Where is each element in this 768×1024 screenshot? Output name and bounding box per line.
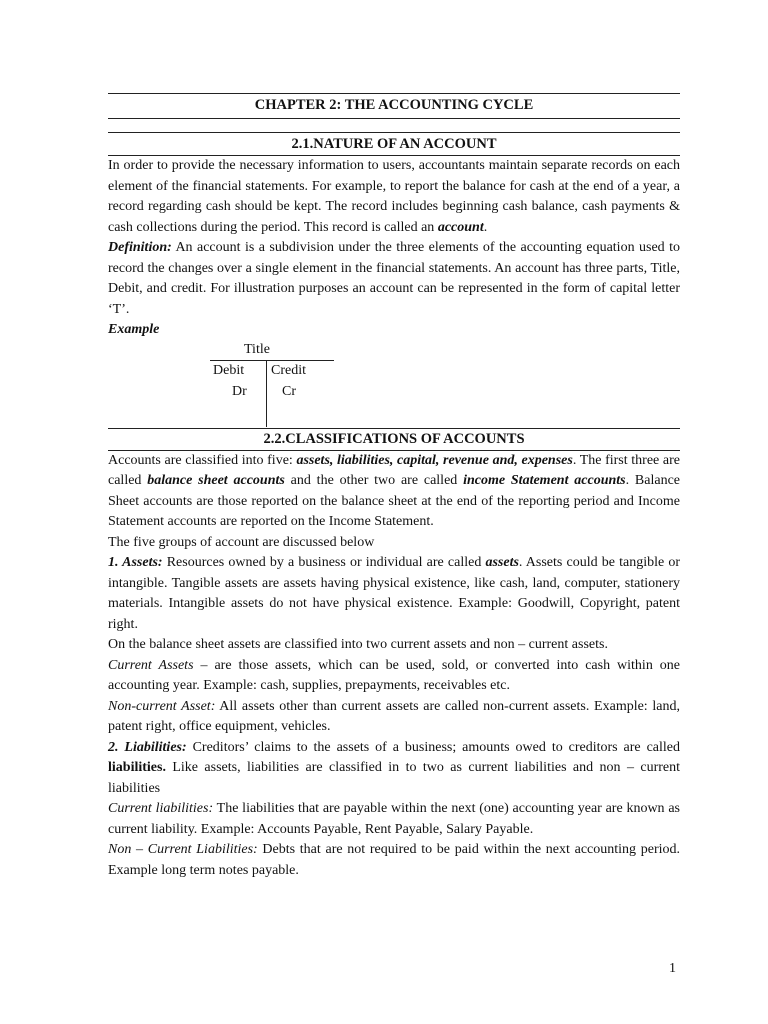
section-heading-classifications: 2.2.CLASSIFICATIONS OF ACCOUNTS: [263, 430, 525, 447]
assets-classified-paragraph: On the balance sheet assets are classified into two current assets and non – current assets.: [108, 637, 608, 652]
section-heading-nature: 2.1.NATURE OF AN ACCOUNT: [291, 136, 497, 152]
divider: [108, 132, 680, 133]
account-term: account: [437, 219, 484, 235]
t-account-horizontal-line: [210, 360, 334, 361]
groups-intro: The five groups of account are discussed below: [108, 534, 375, 550]
t-account-credit: Credit: [271, 362, 306, 378]
document-page: [108, 93, 680, 881]
definition-label: Definition:: [108, 240, 172, 255]
noncurrent-liabilities-label: Non – Current Liabilities:: [108, 842, 258, 857]
current-assets-label: Current Assets: [108, 657, 194, 673]
chapter-title: CHAPTER 2: THE ACCOUNTING CYCLE: [254, 97, 534, 113]
noncurrent-liabilities-paragraph: Non – Current Liabilities: Debts that are not required to be paid within the next accounting period. Example long term notes payable.: [108, 842, 681, 878]
current-liabilities-label: Current liabilities:: [108, 801, 214, 816]
t-account-vertical-line: [266, 360, 267, 427]
t-account-debit: Debit: [213, 362, 245, 378]
t-account-dr: Dr: [232, 383, 247, 399]
liabilities-paragraph: 2. Liabilities: Creditors’ claims to the assets of a business; amounts owed to creditors are called liabilities. Like assets, liabilities are classified in to two as current liabilities and non – current liabilities: [108, 739, 680, 796]
top-rule: [108, 93, 680, 94]
intro-paragraph: In order to provide the necessary information to users, accountants maintain separate records on each element of the financial statements. For example, to report the balance for cash at the end of a year, a record regarding cash should be kept. The record includes beginning cash balance, cash payments & cash collections during the period. This record is called an account. Definition: An account is a subdivision under the three elements of the accounting equation used to record the changes over a single element in the financial statements. An account has three parts, Title, Debit, and credit. For illustration purposes an account can be represented in the form of capital letter ‘T’.: [108, 158, 680, 317]
assets-label: 1. Assets:: [108, 555, 163, 570]
t-account-diagram: [108, 341, 680, 428]
noncurrent-asset-label: Non-current Asset:: [108, 698, 216, 714]
t-account-cr: Cr: [282, 383, 296, 399]
liabilities-label: 2. Liabilities:: [108, 739, 187, 755]
assets-paragraph: 1. Assets: Resources owned by a business or individual are called assets. Assets could be tangible or intangible. Tangible assets are assets having physical existence, like cash, land, computer, stationery materials. Intangible assets do not have physical existence. Example: Goodwill, Copyright, patent right.: [108, 555, 680, 632]
noncurrent-asset-paragraph: Non-current Asset: All assets other than current assets are called non-current assets. Example: land, patent right, office equipment, vehicles.: [108, 698, 681, 734]
classification-paragraph: Accounts are classified into five: assets, liabilities, capital, revenue and, expenses. The first three are called balance sheet accounts and the other two are called income Statement accounts. Balance Sheet accounts are those reported on the balance sheet at the end of the reporting period and Income Statement accounts are reported on the Income Statement.: [108, 452, 681, 529]
t-account-title: Title: [244, 341, 270, 357]
example-label: Example: [108, 322, 160, 337]
page-number: 1: [669, 961, 676, 976]
current-assets-paragraph: Current Assets – are those assets, which can be used, sold, or converted into cash within one accounting year. Example: cash, supplies, prepayments, receivables etc.: [108, 657, 680, 693]
current-liabilities-paragraph: Current liabilities: The liabilities that are payable within the next (one) accounting year are known as current liability. Example: Accounts Payable, Rent Payable, Salary Payable.: [108, 801, 680, 837]
divider: [108, 118, 680, 119]
